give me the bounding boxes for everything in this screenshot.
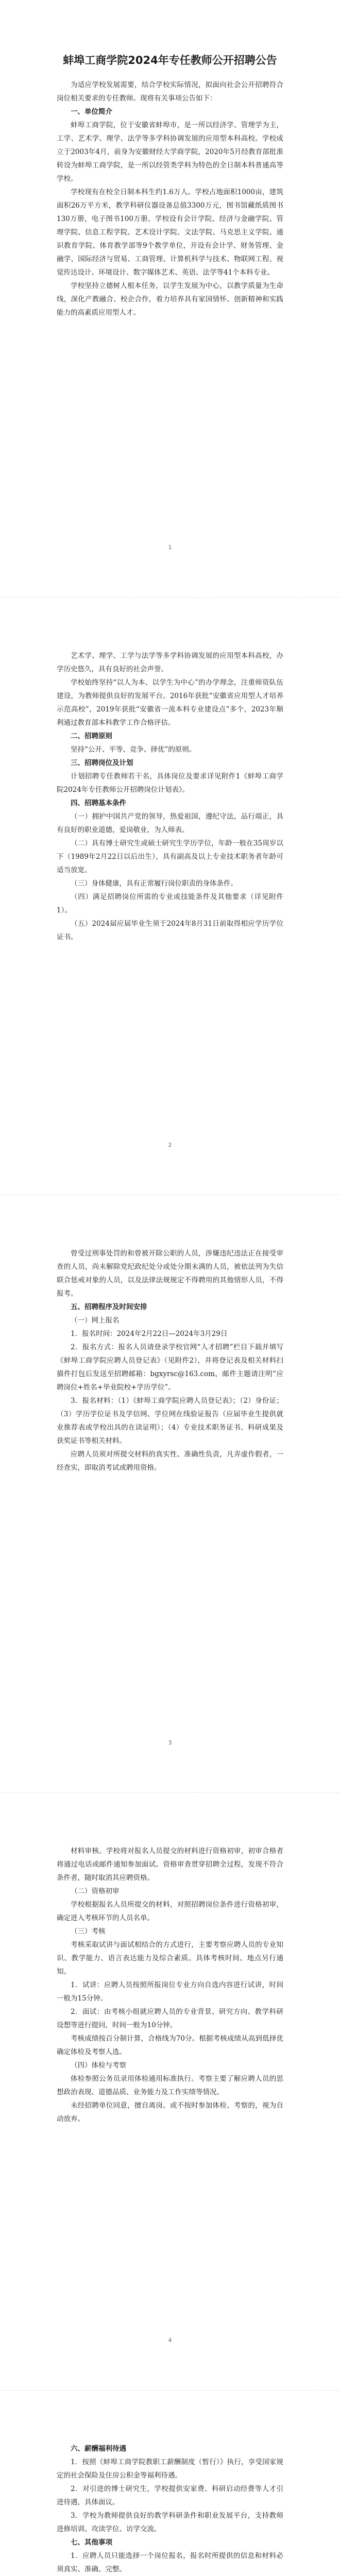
document-page <box>0 2391 340 2576</box>
paragraph: 学校根据报名人员所提交的材料，对照招聘岗位条件进行资格初审，确定进入考核环节的人员名单。 <box>57 1901 283 1922</box>
paragraph: 材料审核。学校将对报名人员提交的材料进行资格初审，初审合格者将通过电话或邮件通知参加面试。资格审查贯穿招聘全过程，发现不符合条件者，随时取消其应聘资格。 <box>57 1847 283 1882</box>
paragraph: （五）2024届应届毕业生须于2024年8月31日前取得相应学历学位证书。 <box>57 920 283 941</box>
paragraph: （一）拥护中国共产党的领导，热爱祖国，遵纪守法，品行端正，具有良好的职业道德，爱岗敬业，为人师表。 <box>57 812 283 834</box>
paragraph: 2．对引进的博士研究生，学校提供安家费、科研启动经费等人才引进待遇，具体面议。 <box>57 2485 283 2506</box>
paragraph: 蚌埠工商学院，位于安徽省蚌埠市，是一所以经济学、管理学为主，工学、艺术学、理学、法学等多学科协调发展的应用型本科高校。学校成立于2003年4月，前身为安徽财经大学商学院，2020年5月经教育部批准转设为蚌埠工商学院，是一所以经管类学科为特色的全日制本科普通高等学校。 <box>57 121 283 183</box>
page-number: 3 <box>168 1739 172 1746</box>
paragraph: 曾受过刑事处罚的和曾被开除公职的人员，涉嫌违纪违法正在接受审查的人员，尚未解除党纪政纪处分或处分期未满的人员，被依法列为失信联合惩戒对象的人员，以及法律法规规定不得聘用的其他情形人员，不得报考。 <box>57 1249 283 1298</box>
page-content <box>57 598 283 944</box>
page-content <box>57 1195 283 1475</box>
document-page <box>0 1195 340 1793</box>
page-content <box>57 0 283 319</box>
paragraph: 体检参照公务员录用体检通用标准执行。考察主要了解应聘人员的思想政治表现、道德品质、业务能力及工作实绩等情况。 <box>57 2075 283 2096</box>
paragraph: 1．报名时间：2024年2月22日—2024年3月29日 <box>71 1330 228 1338</box>
subsection-heading: （一）网上报名 <box>71 1316 120 1325</box>
paragraph: 2．报名方式：报名人员请登录学校官网“人才招聘”栏目下载并填写《蚌埠工商学院应聘人员登记表》（见附件2），并将登记表及相关材料扫描件打包后发送至招聘邮箱：bgxyrsc@163.com，邮件主题请注明“应聘岗位+姓名+毕业院校+学历学位”。 <box>57 1343 283 1392</box>
paragraph: 3．报名材料：（1）《蚌埠工商学院应聘人员登记表》；（2）身份证；（3）学历学位证书及学信网、学位网在线验证报告（应届毕业生提供就业推荐表或学校出具的在读证明）；（4）专业技术职务证书、科研成果及获奖证书等相关材料。 <box>57 1397 283 1445</box>
paragraph: 3．学校为教师提供良好的教学科研条件和职业发展平台，支持教师进修培训、攻读学位、访学交流。 <box>57 2512 283 2533</box>
section-heading: 五、招聘程序及时间安排 <box>71 1303 147 1311</box>
paragraph: 2．面试：由考核小组就应聘人员的专业背景、研究方向、教学科研设想等进行提问，时间一般为10分钟。 <box>57 2008 283 2029</box>
paragraph: 艺术学、理学、工学与法学等多学科协调发展的应用型本科高校，办学历史悠久，具有良好的社会声誉。 <box>57 652 283 673</box>
paragraph: （三）身体健康，具有正常履行岗位职责的身体条件。 <box>71 879 237 888</box>
page-content <box>57 2391 283 2576</box>
paragraph: 坚持“公开、平等、竞争、择优”的原则。 <box>71 745 196 754</box>
subsection-heading: （四）体检与考察 <box>71 2061 126 2070</box>
page-content <box>57 1793 283 2126</box>
page-number: 1 <box>168 544 172 551</box>
section-heading: 二、招聘原则 <box>71 732 112 740</box>
document-page <box>0 598 340 1195</box>
paragraph: 1．试讲：应聘人员按照所报岗位专业方向自选内容进行试讲，时间一般为15分钟。 <box>57 1981 283 2003</box>
section-heading: 七、其他事项 <box>71 2538 112 2547</box>
paragraph: 1．应聘人员只能选择一个岗位报名，报名时所提供的信息和材料必须真实、准确、完整。 <box>57 2552 283 2573</box>
page-number: 4 <box>168 2337 172 2344</box>
paragraph: 学校现有在校全日制本科生约1.6万人。学校占地面积1000亩，建筑面积26万平方米，教学科研仪器设备总值3300万元，图书馆藏纸质图书130万册，电子图书100万册。学校设有会计学院、经济与金融学院、管理学院、信息工程学院、艺术设计学院、文法学院、马克思主义学院、通识教育学院、体育教学部等9个教学单位，开设有会计学、财务管理、金融学、国际经济与贸易、工商管理、计算机科学与技术、物联网工程、视觉传达设计、环境设计、数字媒体艺术、英语、法学等41个本科专业。 <box>57 188 283 277</box>
paragraph: 计划招聘专任教师若干名，具体岗位及要求详见附件1《蚌埠工商学院2024年专任教师公开招聘岗位计划表》。 <box>57 772 283 794</box>
section-heading: 一、单位简介 <box>71 108 112 116</box>
paragraph: 学校坚持立德树人根本任务，以学生发展为中心，以教学质量为生命线，深化产教融合、校企合作，着力培养具有家国情怀、创新精神和实践能力的高素质应用型人才。 <box>57 282 283 317</box>
subsection-heading: （三）考核 <box>71 1927 106 1936</box>
paragraph: 考核成绩按百分制计算，合格线为70分。根据考核成绩从高到低择优确定体检及考察人选。 <box>57 2035 283 2056</box>
section-heading: 三、招聘岗位及计划 <box>71 759 133 767</box>
paragraph: （二）具有博士研究生或硕士研究生学历学位，年龄一般在35周岁以下（1989年2月22日以后出生），具有副高及以上专业技术职务者年龄可适当放宽。 <box>57 839 283 874</box>
document-title: 蚌埠工商学院2024年专任教师公开招聘公告 <box>63 54 277 66</box>
paragraph: （四）满足招聘岗位所需的专业或技能条件及其他要求（详见附件1）。 <box>57 893 283 914</box>
page-number: 2 <box>168 1142 172 1148</box>
paragraph: 为适应学校发展需要，结合学校实际情况，拟面向社会公开招聘符合岗位相关要求的专任教师。现将有关事项公告如下： <box>57 81 283 103</box>
subsection-heading: （二）资格初审 <box>71 1887 120 1895</box>
document-page <box>0 1793 340 2391</box>
paragraph: 考核采取试讲与面试相结合的方式进行，主要考察应聘人员的专业知识、教学能力、语言表达能力及综合素质。具体考核时间、地点另行通知。 <box>57 1941 283 1976</box>
paragraph: 未经招聘单位同意，擅自离岗、或不按时参加体检、考察的，视为自动放弃。 <box>57 2102 283 2123</box>
section-heading: 四、招聘基本条件 <box>71 799 126 807</box>
paragraph: 1．按照《蚌埠工商学院教职工薪酬制度（暂行）》执行，享受国家规定的社会保险及住房公积金等福利待遇。 <box>57 2458 283 2480</box>
section-heading: 六、薪酬福利待遇 <box>71 2445 126 2453</box>
paragraph: 学校始终坚持“以人为本、以学生为中心”的办学理念，注重师资队伍建设，为教师提供良好的发展平台。2016年获批“安徽省应用型人才培养示范高校”，2019年获批“安徽省一流本科专业建设点”多个，2023年顺利通过教育部本科教学工作合格评估。 <box>57 679 283 727</box>
document-page <box>0 0 340 598</box>
paragraph: 应聘人员须对所提交材料的真实性、准确性负责，凡弄虚作假者，一经查实，即取消考试或聘用资格。 <box>57 1450 283 1472</box>
